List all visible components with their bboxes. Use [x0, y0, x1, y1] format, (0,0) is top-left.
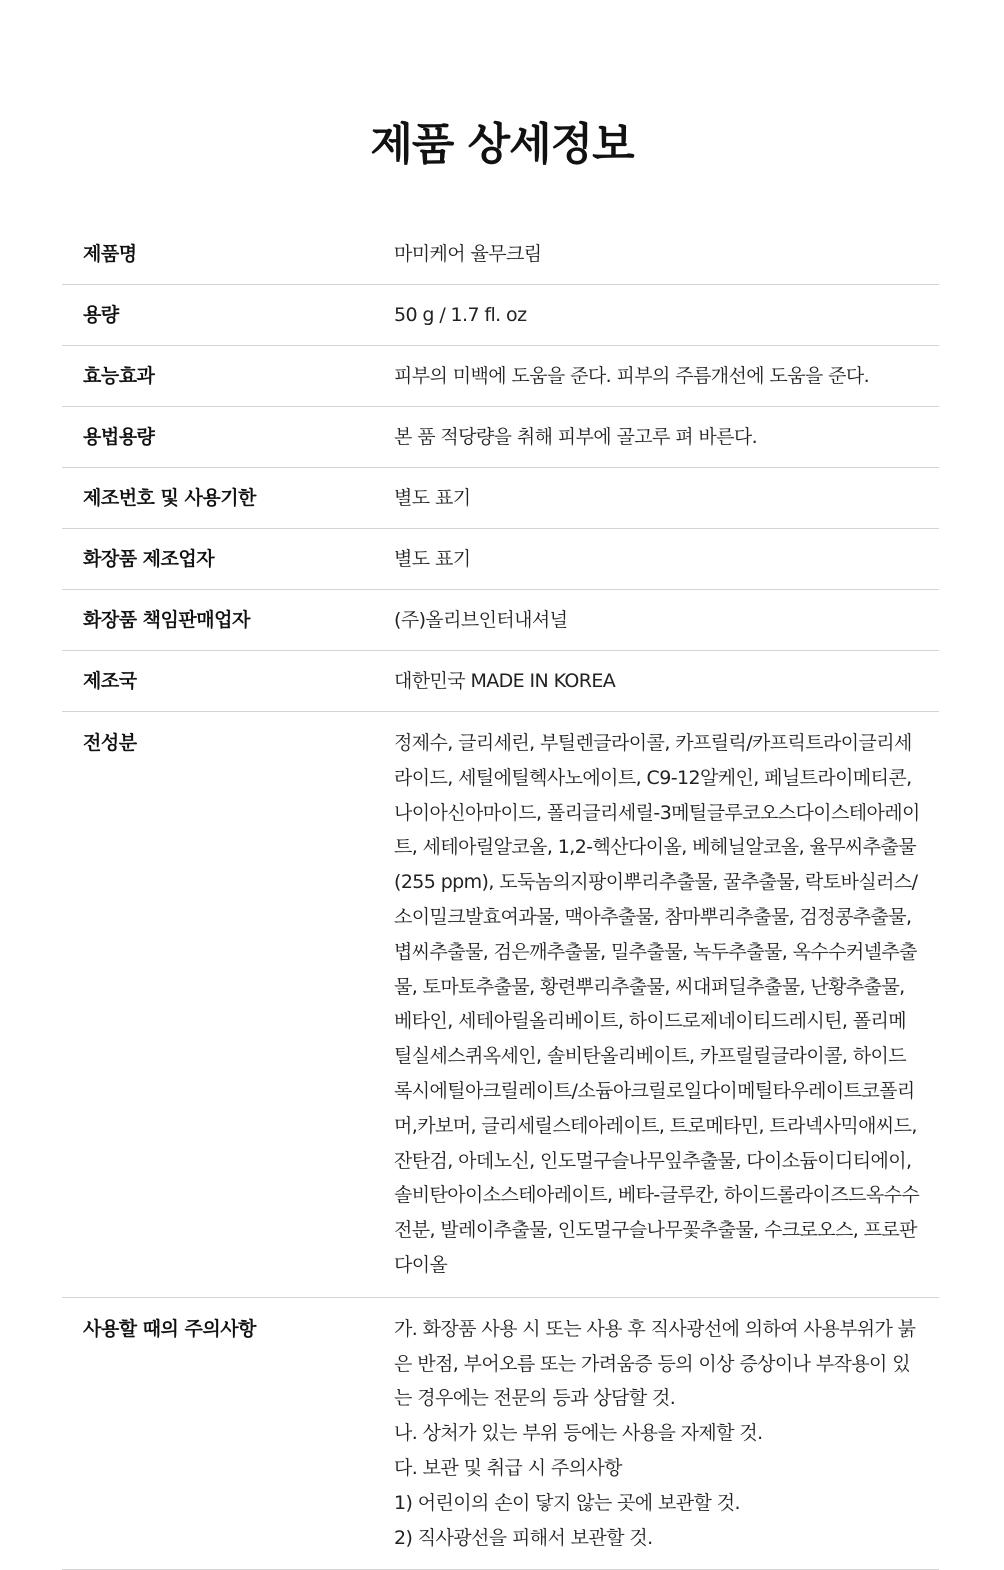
spec-value: 대한민국 MADE IN KOREA [394, 669, 616, 692]
spec-label: 전성분 [83, 732, 137, 754]
spec-row-manufacturer [62, 529, 939, 590]
spec-row-capacity [62, 285, 939, 346]
product-spec-table [62, 224, 939, 1570]
spec-value: 피부의 미백에 도움을 준다. 피부의 주름개선에 도움을 준다. [394, 364, 870, 387]
caution-line: 1) 어린이의 손이 닿지 않는 곳에 보관할 것. [394, 1491, 740, 1514]
spec-label: 용량 [83, 303, 119, 326]
spec-label: 제품명 [83, 242, 137, 265]
spec-value: 마미케어 율무크림 [394, 242, 542, 265]
spec-label: 화장품 제조업자 [83, 547, 215, 570]
spec-row-country [62, 651, 939, 712]
caution-line: 2) 직사광선을 피해서 보관할 것. [394, 1526, 653, 1549]
spec-row-product-name [62, 224, 939, 285]
spec-value: 본 품 적당량을 취해 피부에 골고루 펴 바른다. [394, 425, 758, 448]
spec-label: 제조국 [83, 669, 137, 692]
spec-label: 효능효과 [83, 364, 155, 387]
spec-value: (주)올리브인터내셔널 [394, 608, 568, 631]
spec-value: 별도 표기 [394, 486, 471, 509]
spec-row-distributor [62, 590, 939, 651]
caution-line: 나. 상처가 있는 부위 등에는 사용을 자제할 것. [394, 1422, 763, 1445]
spec-row-ingredients [62, 712, 939, 1298]
spec-row-cautions [62, 1298, 939, 1570]
spec-label: 제조번호 및 사용기한 [83, 486, 256, 509]
page-title: 제품 상세정보 [370, 119, 634, 170]
spec-row-efficacy [62, 346, 939, 407]
spec-row-usage [62, 407, 939, 468]
spec-value: 50 g / 1.7 fl. oz [394, 303, 527, 326]
spec-value: 별도 표기 [394, 547, 471, 570]
caution-line: 가. 화장품 사용 시 또는 사용 후 직사광선에 의하여 사용부위가 붉은 반점, 부어오름 또는 가려움증 등의 이상 증상이나 부작용이 있는 경우에는 전문의 등과 상담할 것. [394, 1317, 916, 1410]
cautions-list [394, 1312, 939, 1556]
spec-label: 사용할 때의 주의사항 [83, 1317, 256, 1340]
caution-line: 다. 보관 및 취급 시 주의사항 [394, 1456, 622, 1479]
spec-label: 화장품 책임판매업자 [83, 608, 250, 631]
ingredients-list: 정제수, 글리세린, 부틸렌글라이콜, 카프릴릭/카프릭트라이글리세라이드, 세틸에틸헥사노에이트, C9-12알케인, 페닐트라이메티콘, 나이아신아마이드, 폴리글리세릴-3메틸글루코오스다이스테아레이트, 세테아릴알코올, 1,2-헥산다이올, 베헤닐알코올, 율무씨추출물 (255 ppm), 도둑놈의지팡이뿌리추출물, 꿀추출물, 락토바실러스/소이밀크발효여과물, 맥아추출물, 참마뿌리추출물, 검정콩추출물, 볍씨추출물, 검은깨추출물, 밀추출물, 녹두추출물, 옥수수커넬추출물, 토마토추출물, 황련뿌리추출물, 씨대퍼딜추출물, 난황추출물, 베타인, 세테아릴올리베이트, 하이드로제네이티드레시틴, 폴리메틸실세스퀴옥세인, 솔비탄올리베이트, 카프릴릴글라이콜, 하이드록시에틸아크릴레이트/소듐아크릴로일다이메틸타우레이트코폴리머,카보머, 글리세릴스테아레이트, 트로메타민, 트라넥사믹애씨드, 잔탄검, 아데노신, 인도멀구슬나무잎추출물, 다이소듐이디티에이, 솔비탄아이소스테아레이트, 베타-글루칸, 하이드롤라이즈드옥수수전분, 발레이추출물, 인도멀구슬나무꽃추출물, 수크로오스, 프로판다이올 [394, 732, 920, 1276]
spec-label: 용법용량 [83, 425, 155, 448]
spec-row-batch-expiry [62, 468, 939, 529]
